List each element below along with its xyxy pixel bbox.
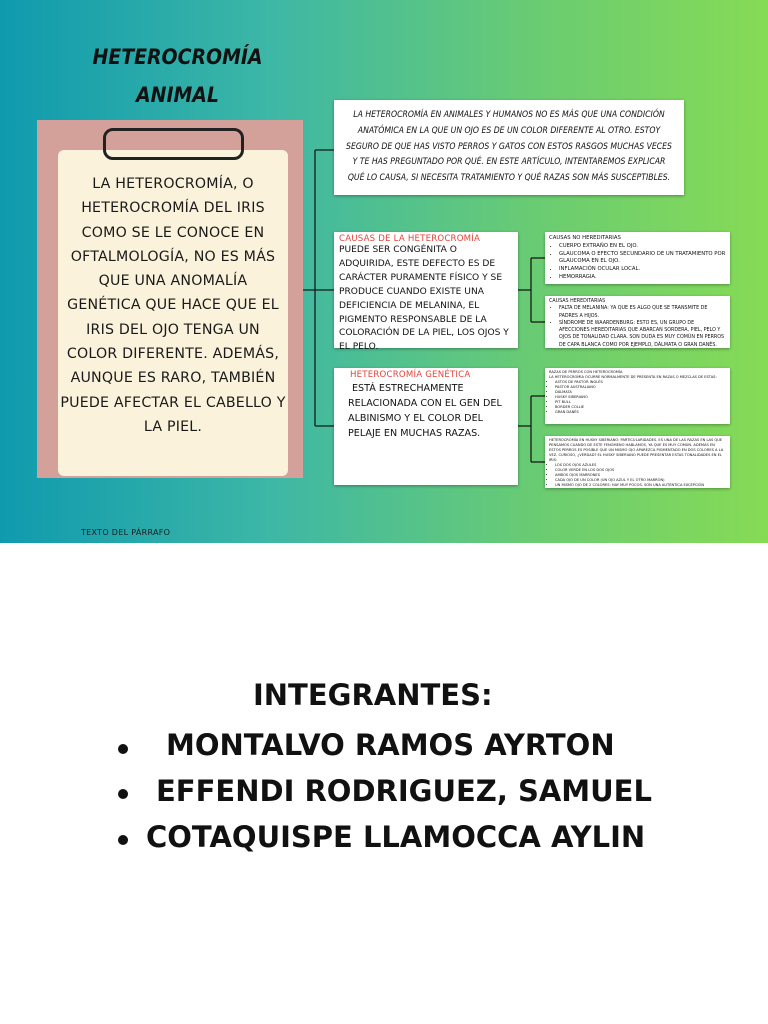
list-item: • HEMORRAGIA. — [559, 274, 726, 282]
causes-title: CAUSAS DE LA HETEROCROMÍA — [339, 234, 481, 244]
list-item: • FALTA DE MELANINA: YA QUE ES ALGO QUE SE TRANSMITE DE PADRES A HIJOS. — [559, 305, 726, 320]
genetic-card — [334, 368, 518, 485]
non-hereditary-card — [545, 232, 730, 284]
causes-body: PUEDE SER CONGÉNITA O ADQUIRIDA, ESTE DEFECTO ES DE CARÁCTER PURAMENTE FÍSICO Y SE PRODUCE CUANDO EXISTE UNA DEFICIENCIA DE MELANINA, EL PIGMENTO RESPONSABLE DE LA COLORACIÓN DE LA PIEL, LOS OJOS Y EL PELO. — [339, 245, 509, 353]
list-item: • AMBOS OJOS MARRONES — [555, 473, 726, 478]
breeds-title: RAZAS DE PERROS CON HETEROCROMÍA — [549, 370, 623, 374]
bullet-icon — [118, 744, 128, 754]
list-item: • HUSKY SIBERIANO — [555, 395, 726, 400]
list-item: • PASTOR AUSTRALIANO — [555, 385, 726, 390]
list-item: • BORDER COLLIE — [555, 405, 726, 410]
list-item: • PIT BULL — [555, 400, 726, 405]
breeds-intro: LA HETEROCROMÍA OCURRE NORMALMENTE DE PRESENTA EN RAZAS O MEZCLAS DE ESTAS: — [549, 375, 717, 379]
non-hereditary-title: CAUSAS NO HEREDITARIAS — [549, 235, 621, 241]
list-item: • ASTOS DE PASTOR INGLÉS — [555, 380, 726, 385]
hereditary-card — [545, 296, 730, 348]
title-line-1: HETEROCROMÍA — [92, 45, 263, 69]
clipboard-text: LA HETEROCROMÍA, O HETEROCROMÍA DEL IRIS COMO SE LE CONOCE EN OFTALMOLOGÍA, NO ES MÁS QUE UNA ANOMALÍA GENÉTICA QUE HACE QUE EL IRIS DEL OJO TENGA UN COLOR DIFERENTE. ADEMÁS, AUNQUE ES RARO, TAMBIÉN PUEDE AFECTAR EL CABELLO Y LA PIEL. — [60, 176, 286, 435]
genetic-title: HETEROCROMÍA GENÉTICA — [350, 370, 471, 380]
member-name: COTAQUISPE LLAMOCCA AYLIN — [146, 820, 646, 854]
list-item: • GLAUCOMA O EFECTO SECUNDARIO DE UN TRATAMIENTO POR GLAUCOMA EN EL OJO. — [559, 251, 726, 267]
husky-card — [545, 436, 730, 488]
breeds-card — [545, 368, 730, 424]
list-item: • CUERPO EXTRAÑO EN EL OJO. — [559, 243, 726, 251]
clipboard-clip-icon — [103, 128, 244, 160]
bullet-icon — [118, 835, 128, 845]
title-line-2: ANIMAL — [136, 83, 219, 107]
member-name: MONTALVO RAMOS AYRTON — [166, 728, 615, 762]
member-name: EFFENDI RODRIGUEZ, SAMUEL — [156, 774, 652, 808]
bullet-icon — [118, 789, 128, 799]
genetic-body: ESTÁ ESTRECHAMENTE RELACIONADA CON EL GEN DEL ALBINISMO Y EL COLOR DEL PELAJE EN MUCHAS RAZAS. — [348, 383, 502, 439]
members-heading: INTEGRANTES: — [253, 678, 493, 712]
list-item: • COLOR VERDE EN LOS DOS OJOS — [555, 468, 726, 473]
husky-text: HETEROCROMÍA EN HUSKY SIBERIANO: PARTICULARIDADES. ES UNA DE LAS RAZAS EN LAS QUE PENSAMOS CUANDO DE ESTE FENÓMENO HABLAMOS, YA QUE ES MUY COMÚN. ADEMÁS EN ESTOS PERROS ES POSIBLE QUE UN MISMO OJO APAREZCA PIGMENTADO EN DOS COLORES A LA VEZ. CURIOSO, ¿VERDAD? EL HUSKY SIBERIANO PUEDE PRESENTAR ESTAS TONALIDADES EN EL IRIS: — [549, 438, 724, 462]
list-item: • GRAN DANÉS — [555, 410, 726, 415]
page-title — [60, 38, 295, 114]
paragraph-caption: TEXTO DEL PÁRRAFO — [81, 528, 171, 537]
list-item: • DÁLMATA — [555, 390, 726, 395]
intro-text: LA HETEROCROMÍA EN ANIMALES Y HUMANOS NO ES MÁS QUE UNA CONDICIÓN ANATÓMICA EN LA QUE UN OJO ES DE UN COLOR DIFERENTE AL OTRO. ESTOY SEGURO DE QUE HAS VISTO PERROS Y GATOS CON ESTOS RASGOS MUCHAS VECES Y TE HAS PREGUNTADO POR QUÉ. EN ESTE ARTÍCULO, INTENTAREMOS EXPLICAR QUÉ LO CAUSA, SI NECESITA TRATAMIENTO Y QUÉ RAZAS SON MÁS SUSCEPTIBLES. — [346, 110, 672, 184]
causes-card — [334, 232, 518, 353]
list-item: • INFLAMACIÓN OCULAR LOCAL. — [559, 266, 726, 274]
list-item: • LOS DOS OJOS AZULES — [555, 463, 726, 468]
list-item: • SÍNDROME DE WAARDENBURG: ESTO ES, UN GRUPO DE AFECCIONES HEREDITARIAS QUE ABARCAN SORDERA, PIEL, PELO Y OJOS DE TONALIDAD CLARA. SON DUDA ES MUY COMÚN EN PERROS DE CAPA BLANCA COMO POR EJEMPLO, DÁLMATA O GRAN DANÉS. — [559, 320, 726, 349]
intro-card — [334, 100, 684, 195]
hereditary-title: CAUSAS HEREDITARIAS — [549, 299, 606, 304]
list-item: • CADA OJO DE UN COLOR (UN OJO AZUL Y EL OTRO MARRÓN) — [555, 478, 726, 483]
list-item: • UN MISMO OJO DE 2 COLORES: HAY MUY POCOS. SON UNA AUTÉNTICA EXCEPCIÓN — [555, 483, 726, 488]
